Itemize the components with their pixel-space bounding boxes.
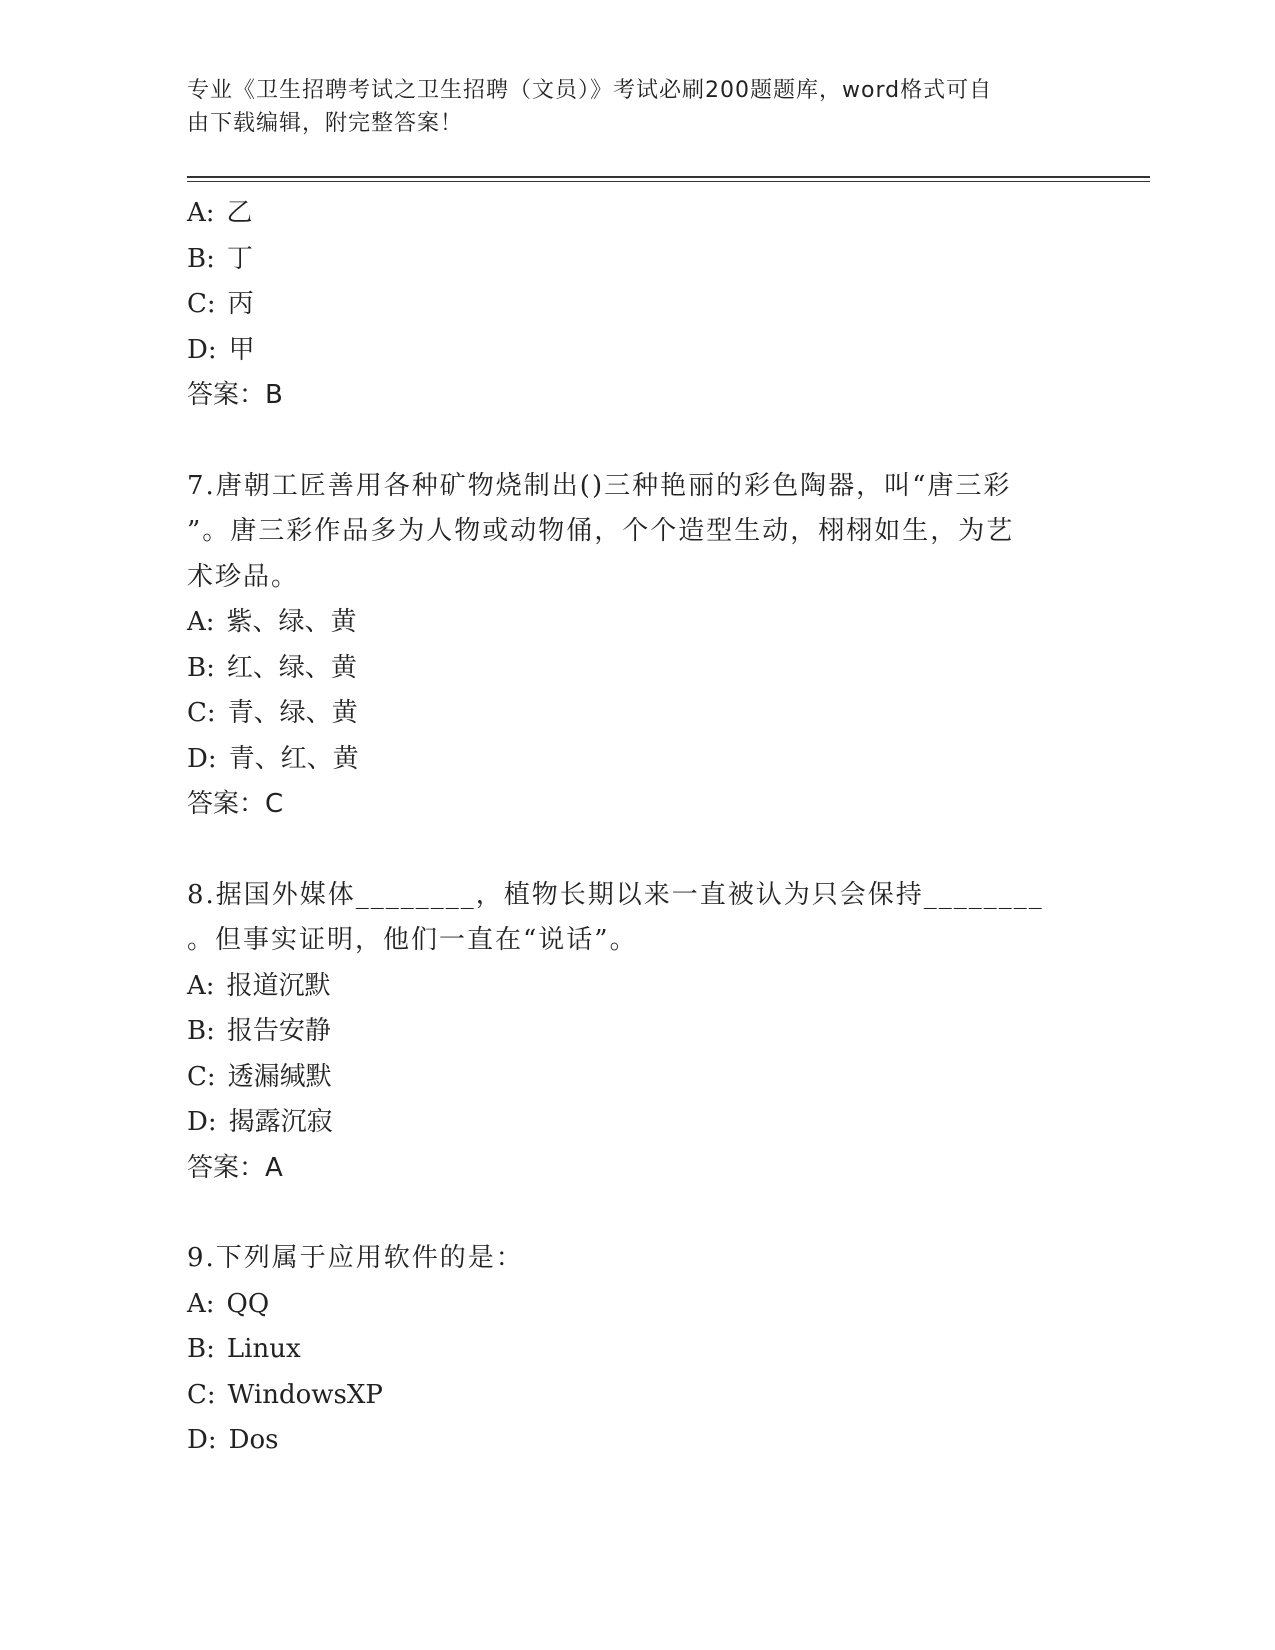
question-stem-line: 术珍品。 — [187, 561, 300, 592]
option-c — [187, 1373, 1067, 1419]
header-divider-thick — [187, 176, 1150, 178]
option-key: A: — [187, 970, 215, 1001]
option-c — [187, 1055, 1067, 1101]
option-key: B: — [187, 243, 215, 274]
option-d — [187, 328, 1067, 374]
option-text: 紫、绿、黄 — [226, 607, 357, 637]
option-a — [187, 1282, 1067, 1328]
question-stem-line: 。但事实证明，他们一直在“说话”。 — [187, 925, 638, 955]
option-key: D: — [187, 334, 217, 365]
option-d — [187, 1100, 1067, 1146]
option-key: D: — [187, 1107, 217, 1137]
option-d — [187, 737, 1067, 783]
option-b — [187, 1327, 1067, 1373]
option-text: 丁 — [226, 243, 253, 274]
option-b — [187, 646, 1067, 692]
option-b — [187, 1009, 1067, 1055]
header-line-2: 由下载编辑，附完整答案！ — [187, 111, 464, 136]
option-text: 报道沉默 — [226, 970, 331, 1001]
option-key: B: — [187, 1016, 215, 1046]
question-stem-line: 7.唐朝工匠善用各种矿物烧制出()三种艳丽的彩色陶器，叫“唐三彩 — [187, 470, 1012, 501]
answer-line: 答案：A — [187, 1152, 283, 1183]
option-a — [187, 964, 1067, 1010]
option-text: 揭露沉寂 — [228, 1107, 333, 1137]
option-c — [187, 691, 1067, 737]
answer-line: 答案：B — [187, 380, 283, 410]
question-7 — [187, 464, 1067, 828]
option-key: A: — [187, 198, 215, 228]
document-header — [187, 74, 1067, 140]
option-key: C: — [187, 289, 216, 319]
option-c — [187, 282, 1067, 328]
option-key: B: — [187, 652, 215, 683]
option-key: D: — [187, 1425, 217, 1455]
spacer — [187, 828, 1067, 873]
answer-line: 答案：C — [187, 789, 284, 819]
option-text: 丙 — [227, 289, 254, 319]
option-text: 青、绿、黄 — [227, 698, 358, 728]
option-text: 乙 — [226, 198, 253, 228]
option-text: Linux — [226, 1334, 301, 1364]
question-9 — [187, 1236, 1067, 1464]
option-a — [187, 600, 1067, 646]
question-6 — [187, 191, 1067, 419]
question-stem-line: 8.据国外媒体________，植物长期以来一直被认为只会保持________ — [187, 879, 1044, 910]
option-key: A: — [187, 1288, 215, 1319]
option-b — [187, 237, 1067, 283]
option-d — [187, 1418, 1067, 1464]
option-text: 甲 — [228, 334, 255, 365]
option-key: C: — [187, 698, 216, 728]
spacer — [187, 1191, 1067, 1236]
option-key: C: — [187, 1061, 216, 1092]
header-line-1: 专业《卫生招聘考试之卫生招聘（文员）》考试必刷200题题库，word格式可自 — [187, 78, 993, 103]
option-text: WindowsXP — [227, 1379, 383, 1410]
header-divider-thin — [187, 181, 1150, 182]
option-key: D: — [187, 743, 217, 774]
option-text: 报告安静 — [226, 1016, 331, 1046]
option-text: 红、绿、黄 — [226, 652, 357, 683]
option-text: 透漏缄默 — [227, 1061, 332, 1092]
question-8 — [187, 873, 1067, 1192]
option-text: 青、红、黄 — [228, 743, 359, 774]
option-text: Dos — [228, 1425, 279, 1455]
option-text: QQ — [226, 1288, 270, 1319]
option-key: C: — [187, 1379, 216, 1410]
question-list — [187, 191, 1067, 1464]
option-key: A: — [187, 607, 215, 637]
option-a — [187, 191, 1067, 237]
spacer — [187, 419, 1067, 464]
question-stem-line: ”。唐三彩作品多为人物或动物俑，个个造型生动，栩栩如生，为艺 — [187, 516, 1015, 546]
option-key: B: — [187, 1334, 215, 1364]
question-stem-line: 9.下列属于应用软件的是： — [187, 1243, 524, 1273]
